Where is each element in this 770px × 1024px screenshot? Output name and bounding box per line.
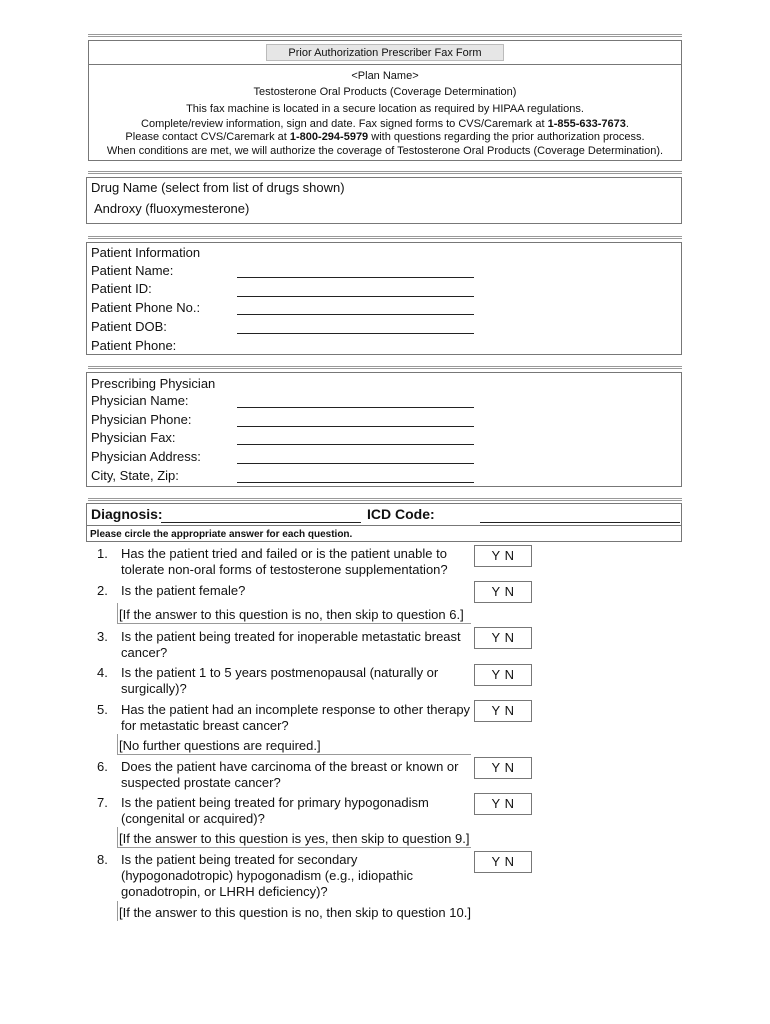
question-area-left-border-3 — [117, 827, 118, 847]
stop-note-q5: [No further questions are required.] — [119, 738, 321, 753]
question-1-text: Has the patient tried and failed or is the patient unable to tolerate non-oral forms of testosterone supplementation? — [121, 546, 448, 577]
drug-name-label: Drug Name (select from list of drugs shown) — [91, 180, 345, 195]
physician-fax-label: Physician Fax: — [91, 430, 176, 445]
physician-name-label: Physician Name: — [91, 393, 189, 408]
drug-name-value[interactable]: Androxy (fluoxymesterone) — [94, 201, 250, 216]
question-7-answer[interactable]: Y N — [474, 793, 532, 815]
patient-phone-no-field[interactable] — [237, 314, 474, 315]
drug-rule — [88, 171, 682, 174]
question-area-left-border — [117, 603, 118, 623]
physician-name-field[interactable] — [237, 407, 474, 408]
diagnosis-divider — [86, 525, 682, 526]
patient-phone-no-label: Patient Phone No.: — [91, 300, 201, 315]
patient-id-label: Patient ID: — [91, 281, 152, 296]
question-1-answer[interactable]: Y N — [474, 545, 532, 567]
question-2-number: 2. — [97, 583, 108, 598]
physician-heading: Prescribing Physician — [91, 376, 216, 391]
question-8-text: Is the patient being treated for secondary (hypogonadotropic) hypogonadism (e.g., idiopathic gonadotropin, or LHRH deficiency)? — [121, 852, 413, 899]
top-rule — [88, 34, 682, 37]
question-3-number: 3. — [97, 629, 108, 644]
question-6-text: Does the patient have carcinoma of the breast or known or suspected prostate cancer? — [121, 759, 459, 790]
question-2-text: Is the patient female? — [121, 583, 246, 598]
fax-number: 1-855-633-7673 — [547, 118, 626, 130]
diagnosis-rule — [88, 498, 682, 501]
icd-code-label: ICD Code: — [367, 506, 435, 522]
contact-text-end: with questions regarding the prior authorization process. — [368, 131, 645, 143]
question-8-number: 8. — [97, 852, 108, 867]
question-2-answer[interactable]: Y N — [474, 581, 532, 603]
question-5-text: Has the patient had an incomplete response to other therapy for metastatic breast cancer? — [121, 702, 471, 733]
form-title: Prior Authorization Prescriber Fax Form — [266, 44, 504, 61]
contact-text: Please contact CVS/Caremark at — [125, 131, 290, 143]
question-1-number: 1. — [97, 546, 108, 561]
physician-phone-field[interactable] — [237, 426, 474, 427]
conditions-note: When conditions are met, we will authorize the coverage of Testosterone Oral Products (Coverage Determination). — [106, 145, 664, 157]
question-6-answer[interactable]: Y N — [474, 757, 532, 779]
icd-code-field[interactable] — [480, 522, 680, 523]
contact-number: 1-800-294-5979 — [289, 131, 369, 143]
hipaa-notice: This fax machine is located in a secure location as required by HIPAA regulations. — [186, 103, 584, 115]
skip-note-q7: [If the answer to this question is yes, then skip to question 9.] — [119, 831, 470, 846]
header-divider — [88, 64, 682, 65]
patient-name-label: Patient Name: — [91, 263, 174, 278]
patient-phone-label: Patient Phone: — [91, 338, 177, 353]
question-7-number: 7. — [97, 795, 108, 810]
question-3-text: Is the patient being treated for inoperable metastatic breast cancer? — [121, 629, 461, 660]
question-8-answer[interactable]: Y N — [474, 851, 532, 873]
physician-address-label: Physician Address: — [91, 449, 201, 464]
question-4-number: 4. — [97, 665, 108, 680]
question-area-left-border-4 — [117, 901, 118, 921]
skip-note-q8: [If the answer to this question is no, then skip to question 10.] — [119, 905, 471, 920]
physician-phone-label: Physician Phone: — [91, 412, 192, 427]
city-state-zip-field[interactable] — [237, 482, 474, 483]
question-area-left-border-2 — [117, 734, 118, 754]
fax-instructions-text: Complete/review information, sign and date. Fax signed forms to CVS/Caremark at — [141, 118, 548, 130]
question-6-number: 6. — [97, 759, 108, 774]
physician-address-field[interactable] — [237, 463, 474, 464]
question-5-number: 5. — [97, 702, 108, 717]
contact-instructions — [88, 130, 682, 145]
question-4-answer[interactable]: Y N — [474, 664, 532, 686]
skip-note-q7-border — [117, 847, 471, 848]
patient-rule — [88, 236, 682, 239]
question-4-text: Is the patient 1 to 5 years postmenopausal (naturally or surgically)? — [121, 665, 439, 696]
physician-rule — [88, 366, 682, 369]
city-state-zip-label: City, State, Zip: — [91, 468, 179, 483]
patient-name-field[interactable] — [237, 277, 474, 278]
skip-note-q2-border — [117, 623, 471, 624]
question-7-text: Is the patient being treated for primary hypogonadism (congenital or acquired)? — [121, 795, 429, 826]
patient-dob-label: Patient DOB: — [91, 319, 167, 334]
fax-instructions-end: . — [625, 118, 629, 130]
plan-name: <Plan Name> — [351, 70, 419, 82]
patient-heading: Patient Information — [91, 245, 201, 260]
stop-note-q5-border — [117, 754, 471, 755]
skip-note-q2: [If the answer to this question is no, then skip to question 6.] — [119, 607, 464, 622]
question-3-answer[interactable]: Y N — [474, 627, 532, 649]
circle-instruction: Please circle the appropriate answer for each question. — [90, 529, 353, 540]
form-subtitle: Testosterone Oral Products (Coverage Determination) — [253, 86, 517, 98]
question-5-answer[interactable]: Y N — [474, 700, 532, 722]
patient-id-field[interactable] — [237, 296, 474, 297]
diagnosis-field[interactable] — [161, 522, 361, 523]
physician-fax-field[interactable] — [237, 444, 474, 445]
diagnosis-label: Diagnosis: — [91, 506, 163, 522]
patient-dob-field[interactable] — [237, 333, 474, 334]
